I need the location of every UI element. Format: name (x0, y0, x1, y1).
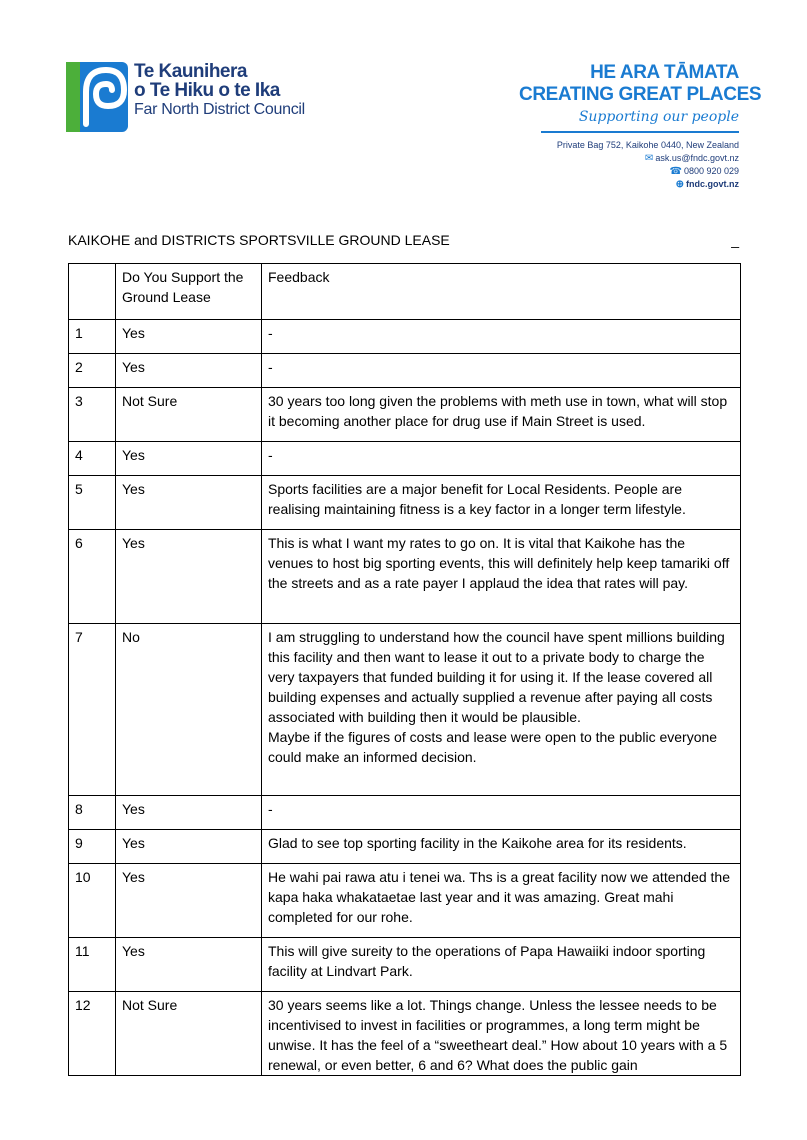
row-support: Yes (116, 796, 262, 830)
row-number: 5 (69, 476, 116, 530)
row-feedback: - (262, 354, 741, 388)
globe-icon: ⊕ (675, 179, 684, 190)
document-title: KAIKOHE and DISTRICTS SPORTSVILLE GROUND LEASE (68, 232, 450, 248)
table-row (69, 530, 741, 624)
row-feedback: This is what I want my rates to go on. It is vital that Kaikohe has the venues to host big sporting events, this will definitely help keep tamariki off the streets and as a rate payer I applaud the idea that rates will pay. (262, 530, 741, 624)
row-support: Yes (116, 830, 262, 864)
row-number: 6 (69, 530, 116, 624)
council-name-line3: Far North District Council (134, 101, 305, 118)
row-support: Yes (116, 530, 262, 624)
table-row (69, 354, 741, 388)
contact-phone: 0800 920 029 (683, 166, 739, 176)
header-divider (541, 131, 739, 133)
row-number: 3 (69, 388, 116, 442)
contact-email[interactable]: ask.us@fndc.govt.nz (655, 153, 739, 163)
row-support: Yes (116, 442, 262, 476)
tagline-english: CREATING GREAT PLACES (519, 84, 762, 105)
council-name-line2: o Te Hiku o te Ika (134, 80, 280, 101)
header-support: Do You Support the Ground Lease (116, 264, 262, 320)
row-feedback: He wahi pai rawa atu i tenei wa. Ths is a great facility now we attended the kapa haka whakataetae last year and it was amazing. Great mahi completed for our rohe. (262, 864, 741, 938)
table-row (69, 830, 741, 864)
row-feedback: Glad to see top sporting facility in the Kaikohe area for its residents. (262, 830, 741, 864)
row-number: 10 (69, 864, 116, 938)
feedback-table (68, 263, 741, 1076)
row-feedback: - (262, 320, 741, 354)
table-row (69, 320, 741, 354)
row-support: Yes (116, 864, 262, 938)
tagline-sub: Supporting our people (578, 109, 739, 125)
council-logo (66, 62, 305, 132)
row-feedback: - (262, 442, 741, 476)
tagline-block (519, 62, 762, 128)
table-row (69, 796, 741, 830)
header-number (69, 264, 116, 320)
contact-address: Private Bag 752, Kaikohe 0440, New Zealand (556, 140, 739, 150)
table-row (69, 624, 741, 796)
row-support: Yes (116, 938, 262, 992)
phone-icon: ☎ (669, 166, 682, 177)
row-feedback: - (262, 796, 741, 830)
koru-logo-icon (66, 62, 128, 132)
title-mark: _ (731, 232, 739, 248)
row-support: No (116, 624, 262, 796)
tagline-maori: HE ARA TĀMATA (590, 62, 739, 83)
table-row (69, 442, 741, 476)
row-support: Not Sure (116, 388, 262, 442)
header-feedback: Feedback (262, 264, 741, 320)
row-number: 7 (69, 624, 116, 796)
row-number: 12 (69, 992, 116, 1076)
row-number: 1 (69, 320, 116, 354)
row-support: Yes (116, 320, 262, 354)
council-name-line1: Te Kaunihera (134, 61, 247, 82)
row-support: Not Sure (116, 992, 262, 1076)
row-number: 8 (69, 796, 116, 830)
row-number: 9 (69, 830, 116, 864)
table-row (69, 476, 741, 530)
table-row (69, 864, 741, 938)
row-feedback: I am struggling to understand how the council have spent millions building this facility and then want to lease it out to a private body to charge the very taxpayers that funded building it for using it. If the lease covered all building expenses and actually supplied a revenue after paying all costs associated with building then it would be plausible. Maybe if the figures of costs and lease were open to the public everyone could make an informed decision. (262, 624, 741, 796)
row-feedback: 30 years seems like a lot. Things change. Unless the lessee needs to be incentivised to invest in facilities or programmes, a long term might be unwise. It has the feel of a “sweetheart deal.” How about 10 years with a 5 renewal, or even better, 6 and 6? What does the public gain (262, 992, 741, 1076)
row-feedback: Sports facilities are a major benefit for Local Residents. People are realising maintaining fitness is a key factor in a longer term lifestyle. (262, 476, 741, 530)
row-support: Yes (116, 354, 262, 388)
contact-website[interactable]: fndc.govt.nz (686, 179, 739, 189)
row-number: 2 (69, 354, 116, 388)
email-icon: ✉ (644, 153, 654, 164)
row-number: 11 (69, 938, 116, 992)
row-feedback: This will give sureity to the operations of Papa Hawaiiki indoor sporting facility at Lindvart Park. (262, 938, 741, 992)
row-feedback: 30 years too long given the problems with meth use in town, what will stop it becoming another place for drug use if Main Street is used. (262, 388, 741, 442)
row-support: Yes (116, 476, 262, 530)
row-number: 4 (69, 442, 116, 476)
table-row (69, 388, 741, 442)
table-row (69, 992, 741, 1076)
table-header-row (69, 264, 741, 320)
contact-block (557, 139, 739, 191)
table-row (69, 938, 741, 992)
